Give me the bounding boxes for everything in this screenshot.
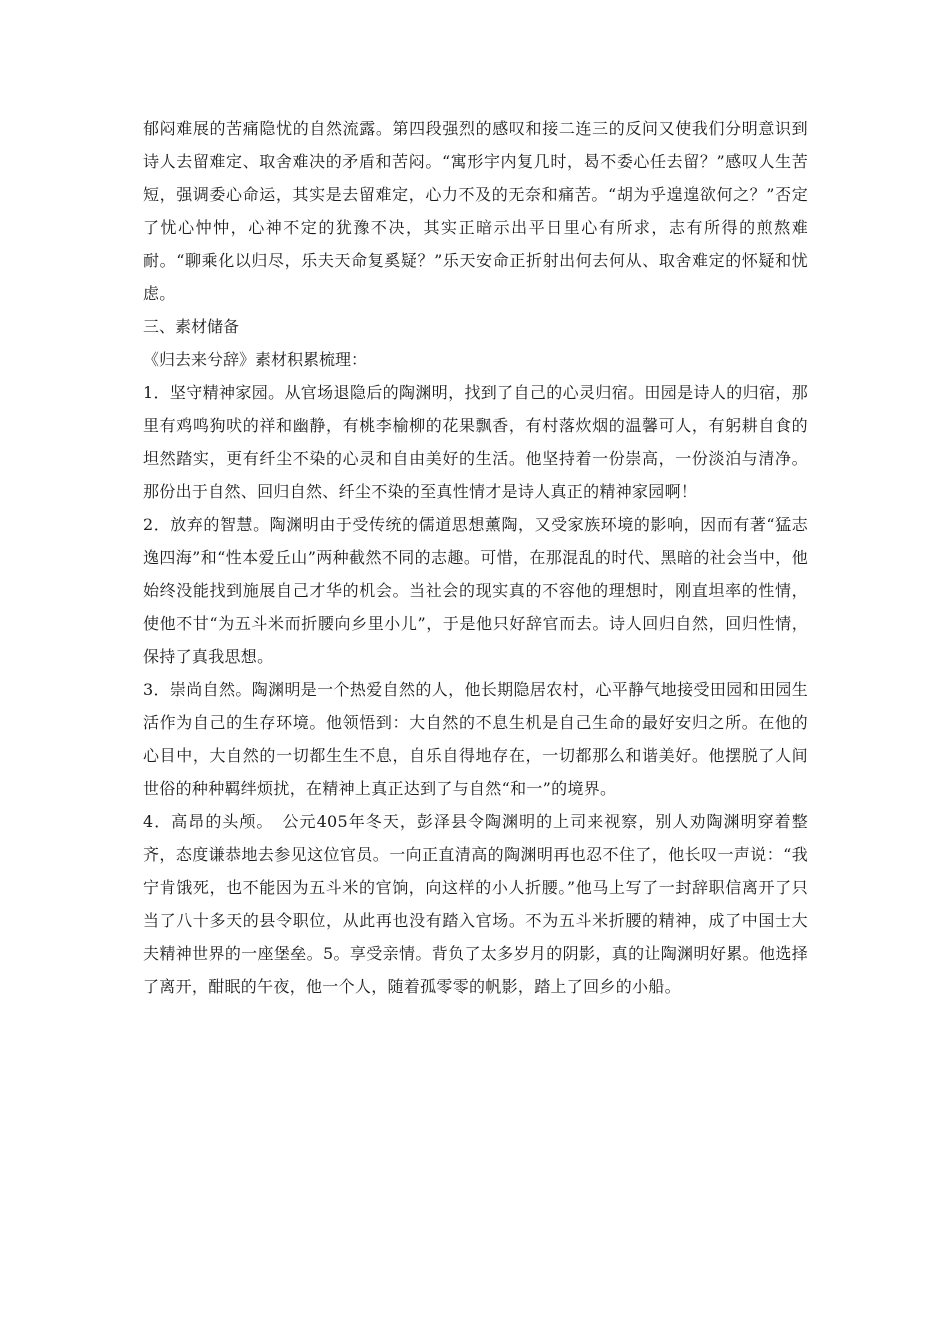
material-subheading: 《归去来兮辞》素材积累梳理： xyxy=(143,350,368,369)
section-heading: 三、素材储备 xyxy=(143,317,240,336)
material-item-4: 4．高昂的头颅。 公元405年冬天，彭泽县令陶渊明的上司来视察，别人劝陶渊明穿着整齐，态度谦恭地去参见这位官员。一向正直清高的陶渊明再也忍不住了，他长叹一声说：“我宁肯饿死，也不能因为五斗米的官饷，向这样的小人折腰。”他马上写了一封辞职信离开了只当了八十多天的县令职位，从此再也没有踏入官场。不为五斗米折腰的精神，成了中国士大夫精神世界的一座堡垒。5。享受亲情。背负了太多岁月的阴影，真的让陶渊明好累。他选择了离开，酣眠的午夜，他一个人，随着孤零零的帆影，踏上了回乡的小船。 xyxy=(143,812,808,996)
material-item-1: 1．坚守精神家园。从官场退隐后的陶渊明，找到了自己的心灵归宿。田园是诗人的归宿，那里有鸡鸣狗吠的祥和幽静，有桃李榆柳的花果飘香，有村落炊烟的温馨可人，有躬耕自食的坦然踏实，更有纤尘不染的心灵和自由美好的生活。他坚持着一份崇高，一份淡泊与清净。那份出于自然、回归自然、纤尘不染的至真性情才是诗人真正的精神家园啊！ xyxy=(143,383,808,501)
document-page xyxy=(143,112,808,1003)
material-item-3: 3．崇尚自然。陶渊明是一个热爱自然的人，他长期隐居农村，心平静气地接受田园和田园生活作为自己的生存环境。他领悟到：大自然的不息生机是自己生命的最好安归之所。在他的心目中，大自然的一切都生生不息，自乐自得地存在，一切都那么和谐美好。他摆脱了人间世俗的种种羁绊烦扰，在精神上真正达到了与自然“和一”的境界。 xyxy=(143,680,808,798)
material-item-2: 2．放弃的智慧。陶渊明由于受传统的儒道思想薰陶，又受家族环境的影响，因而有著“猛志逸四海”和“性本爱丘山”两种截然不同的志趣。可惜，在那混乱的时代、黑暗的社会当中，他始终没能找到施展自己才华的机会。当社会的现实真的不容他的理想时，刚直坦率的性情，使他不甘“为五斗米而折腰向乡里小儿”，于是他只好辞官而去。诗人回归自然，回归性情，保持了真我思想。 xyxy=(143,515,808,666)
intro-paragraph: 郁闷难展的苦痛隐忧的自然流露。第四段强烈的感叹和接二连三的反问又使我们分明意识到诗人去留难定、取舍难决的矛盾和苦闷。“寓形宇内复几时，曷不委心任去留？”感叹人生苦短，强调委心命运，其实是去留难定，心力不及的无奈和痛苦。“胡为乎遑遑欲何之？”否定了忧心忡忡，心神不定的犹豫不决，其实正暗示出平日里心有所求，志有所得的煎熬难耐。“聊乘化以归尽，乐夫天命复奚疑？”乐天安命正折射出何去何从、取舍难定的怀疑和忧虑。 xyxy=(143,119,808,303)
